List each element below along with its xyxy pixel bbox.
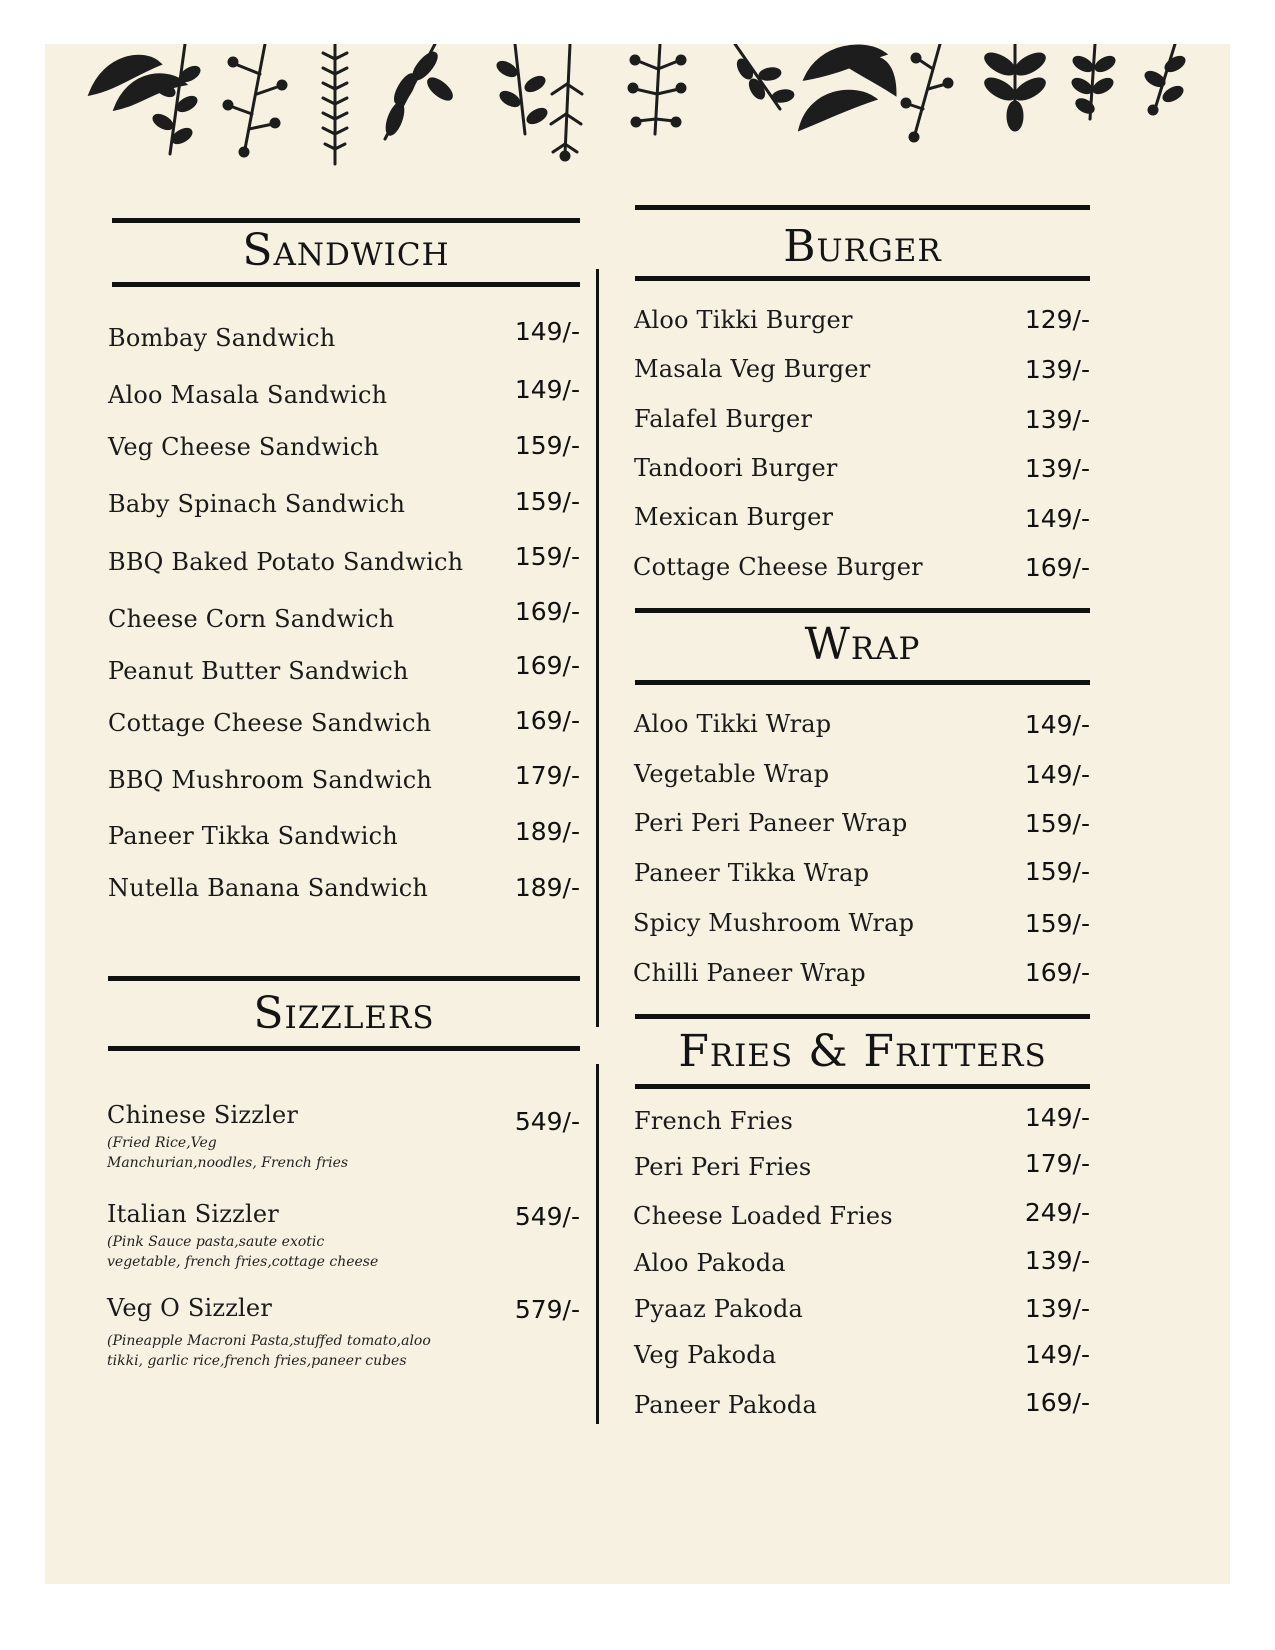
menu-item-price: 169/- — [1024, 958, 1090, 987]
menu-page — [45, 44, 1230, 1584]
menu-item-name: Paneer Pakoda — [634, 1391, 817, 1419]
botanical-leaves-decoration — [45, 44, 1230, 184]
wrap-top-rule — [635, 608, 1090, 613]
menu-item-price: 579/- — [514, 1295, 580, 1324]
sandwich-bottom-rule — [112, 282, 580, 287]
menu-item-name: Peanut Butter Sandwich — [108, 657, 409, 685]
menu-item-price: 139/- — [1024, 454, 1090, 483]
column-divider — [596, 269, 599, 1027]
menu-item-name: Italian Sizzler — [107, 1200, 279, 1228]
sizzlers-top-rule — [108, 976, 580, 981]
menu-item-price: 129/- — [1024, 305, 1090, 334]
menu-item-name: BBQ Mushroom Sandwich — [108, 766, 433, 794]
menu-item-price: 159/- — [514, 542, 580, 571]
menu-item-price: 179/- — [1024, 1149, 1090, 1178]
menu-item-name: Tandoori Burger — [634, 454, 838, 482]
menu-item-price: 149/- — [1024, 1103, 1090, 1132]
menu-item-name: Paneer Tikka Sandwich — [108, 822, 398, 850]
wrap-title: Wrap — [804, 619, 921, 670]
menu-item-price: 149/- — [1024, 760, 1090, 789]
menu-item-name: Mexican Burger — [634, 503, 834, 531]
menu-item-price: 169/- — [514, 597, 580, 626]
menu-item-name: Vegetable Wrap — [634, 760, 830, 788]
menu-item-name: Aloo Pakoda — [634, 1249, 786, 1277]
menu-item-name: Cottage Cheese Sandwich — [108, 709, 432, 737]
menu-item-price: 179/- — [514, 761, 580, 790]
burger-bottom-rule — [635, 276, 1090, 281]
menu-item-price: 549/- — [514, 1202, 580, 1231]
menu-item-price: 189/- — [514, 873, 580, 902]
menu-item-price: 549/- — [514, 1107, 580, 1136]
menu-item-price: 149/- — [514, 375, 580, 404]
fries-top-rule — [635, 1014, 1090, 1019]
fries-bottom-rule — [635, 1084, 1090, 1089]
menu-item-price: 159/- — [1024, 857, 1090, 886]
menu-item-description: (Fried Rice,Veg Manchurian,noodles, French fries — [107, 1135, 349, 1171]
menu-item-price: 189/- — [514, 817, 580, 846]
menu-item-price: 169/- — [514, 706, 580, 735]
menu-item-name: Cheese Loaded Fries — [633, 1202, 893, 1230]
fries-title: Fries & Fritters — [678, 1026, 1047, 1077]
menu-item-name: Baby Spinach Sandwich — [108, 490, 406, 518]
menu-item-name: Pyaaz Pakoda — [634, 1295, 804, 1323]
menu-item-name: Veg Pakoda — [634, 1341, 777, 1369]
menu-item-description: (Pineapple Macroni Pasta,stuffed tomato,aloo tikki, garlic rice,french fries,paneer cubes — [107, 1333, 431, 1369]
menu-item-price: 159/- — [514, 487, 580, 516]
menu-item-name: Aloo Tikki Burger — [634, 306, 853, 334]
menu-item-name: Cottage Cheese Burger — [633, 553, 923, 581]
menu-item-price: 169/- — [1024, 553, 1090, 582]
burger-title: Burger — [783, 221, 942, 272]
menu-item-price: 249/- — [1024, 1198, 1090, 1227]
menu-item-name: Aloo Tikki Wrap — [634, 710, 832, 738]
sizzlers-bottom-rule — [108, 1046, 580, 1051]
menu-item-price: 139/- — [1024, 1246, 1090, 1275]
burger-top-rule — [635, 205, 1090, 210]
sandwich-title: Sandwich — [242, 225, 450, 276]
menu-item-name: Masala Veg Burger — [634, 355, 871, 383]
menu-item-price: 149/- — [1024, 710, 1090, 739]
menu-item-price: 149/- — [514, 317, 580, 346]
menu-item-name: Aloo Masala Sandwich — [108, 381, 388, 409]
menu-item-price: 149/- — [1024, 504, 1090, 533]
menu-item-price: 169/- — [514, 651, 580, 680]
menu-item-price: 139/- — [1024, 405, 1090, 434]
menu-item-name: Cheese Corn Sandwich — [108, 605, 395, 633]
menu-item-price: 159/- — [1024, 809, 1090, 838]
menu-item-name: Peri Peri Fries — [634, 1153, 812, 1181]
menu-item-name: Bombay Sandwich — [108, 324, 336, 352]
menu-item-price: 169/- — [1024, 1388, 1090, 1417]
menu-item-description: (Pink Sauce pasta,saute exotic vegetable, french fries,cottage cheese — [107, 1234, 379, 1270]
sizzlers-title: Sizzlers — [253, 988, 435, 1039]
menu-item-price: 159/- — [1024, 909, 1090, 938]
menu-item-name: Peri Peri Paneer Wrap — [634, 809, 908, 837]
menu-item-name: Nutella Banana Sandwich — [108, 874, 428, 902]
menu-item-name: Paneer Tikka Wrap — [634, 859, 870, 887]
menu-item-name: Chinese Sizzler — [107, 1101, 299, 1129]
menu-item-name: Spicy Mushroom Wrap — [633, 909, 915, 937]
menu-item-name: Chilli Paneer Wrap — [633, 959, 866, 987]
menu-item-price: 139/- — [1024, 1294, 1090, 1323]
menu-item-name: BBQ Baked Potato Sandwich — [108, 548, 464, 576]
menu-item-price: 159/- — [514, 431, 580, 460]
column-divider — [596, 1064, 599, 1424]
menu-item-name: Veg Cheese Sandwich — [108, 433, 380, 461]
menu-item-name: Falafel Burger — [634, 405, 813, 433]
wrap-bottom-rule — [635, 680, 1090, 685]
menu-item-price: 139/- — [1024, 355, 1090, 384]
menu-item-name: Veg O Sizzler — [107, 1294, 272, 1322]
menu-item-name: French Fries — [634, 1107, 794, 1135]
menu-item-price: 149/- — [1024, 1340, 1090, 1369]
